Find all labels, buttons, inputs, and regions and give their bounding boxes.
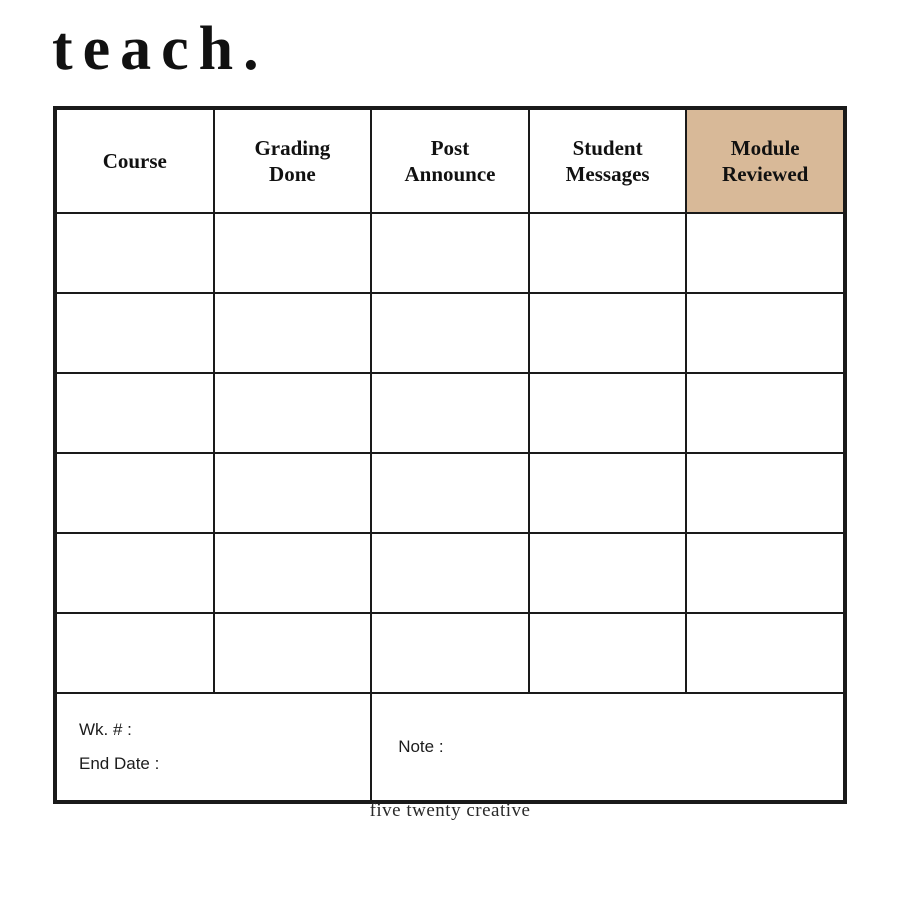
cell-grading-done[interactable] (214, 453, 372, 533)
cell-post-announce[interactable] (371, 453, 529, 533)
table-body (56, 213, 844, 801)
cell-module-reviewed[interactable] (686, 213, 844, 293)
cell-post-announce[interactable] (371, 373, 529, 453)
table-row (56, 533, 844, 613)
cell-post-announce[interactable] (371, 613, 529, 693)
end-date-label: End Date : (79, 754, 160, 773)
table-row (56, 213, 844, 293)
column-header-course-line1: Course (102, 148, 167, 173)
column-header-post-announce (371, 109, 529, 213)
cell-module-reviewed[interactable] (686, 293, 844, 373)
brand-footer: five twenty creative (369, 800, 531, 821)
cell-course[interactable] (56, 373, 214, 453)
table-row (56, 293, 844, 373)
cell-student-messages[interactable] (529, 293, 687, 373)
cell-module-reviewed[interactable] (686, 373, 844, 453)
cell-course[interactable] (56, 213, 214, 293)
cell-student-messages[interactable] (529, 373, 687, 453)
cell-module-reviewed[interactable] (686, 533, 844, 613)
tracker-table (55, 108, 845, 802)
cell-module-reviewed[interactable] (686, 613, 844, 693)
cell-student-messages[interactable] (529, 213, 687, 293)
cell-course[interactable] (56, 293, 214, 373)
column-header-post-announce-line1: Post (430, 135, 470, 160)
table-header-row (56, 109, 844, 213)
cell-course[interactable] (56, 453, 214, 533)
week-enddate-labels (57, 713, 370, 781)
cell-course[interactable] (56, 613, 214, 693)
column-header-student-messages (529, 109, 687, 213)
cell-grading-done[interactable] (214, 613, 372, 693)
cell-grading-done[interactable] (214, 373, 372, 453)
note-field[interactable] (371, 693, 844, 801)
week-number-label: Wk. # : (79, 720, 132, 739)
cell-post-announce[interactable] (371, 293, 529, 373)
week-enddate-field[interactable] (56, 693, 371, 801)
cell-module-reviewed[interactable] (686, 453, 844, 533)
cell-post-announce[interactable] (371, 533, 529, 613)
column-header-grading-done-line2: Done (269, 162, 316, 186)
cell-grading-done[interactable] (214, 533, 372, 613)
planner-sheet (53, 106, 847, 804)
table-row (56, 453, 844, 533)
column-header-student-messages-line2: Messages (565, 162, 650, 186)
cell-student-messages[interactable] (529, 533, 687, 613)
column-header-course (56, 109, 214, 213)
table-row (56, 373, 844, 453)
column-header-grading-done (214, 109, 372, 213)
cell-post-announce[interactable] (371, 213, 529, 293)
column-header-grading-done-line1: Grading (254, 135, 331, 160)
column-header-student-messages-line1: Student (572, 135, 643, 160)
column-header-module-reviewed-line2: Reviewed (722, 162, 809, 186)
column-header-module-reviewed (686, 109, 844, 213)
column-header-module-reviewed-line1: Module (730, 135, 800, 160)
cell-grading-done[interactable] (214, 213, 372, 293)
cell-grading-done[interactable] (214, 293, 372, 373)
note-label: Note : (398, 737, 444, 756)
column-header-post-announce-line2: Announce (404, 162, 496, 186)
cell-student-messages[interactable] (529, 453, 687, 533)
page-title: teach. (52, 15, 269, 83)
table-row (56, 613, 844, 693)
cell-student-messages[interactable] (529, 613, 687, 693)
footer-row (56, 693, 844, 801)
table-header (56, 109, 844, 213)
cell-course[interactable] (56, 533, 214, 613)
